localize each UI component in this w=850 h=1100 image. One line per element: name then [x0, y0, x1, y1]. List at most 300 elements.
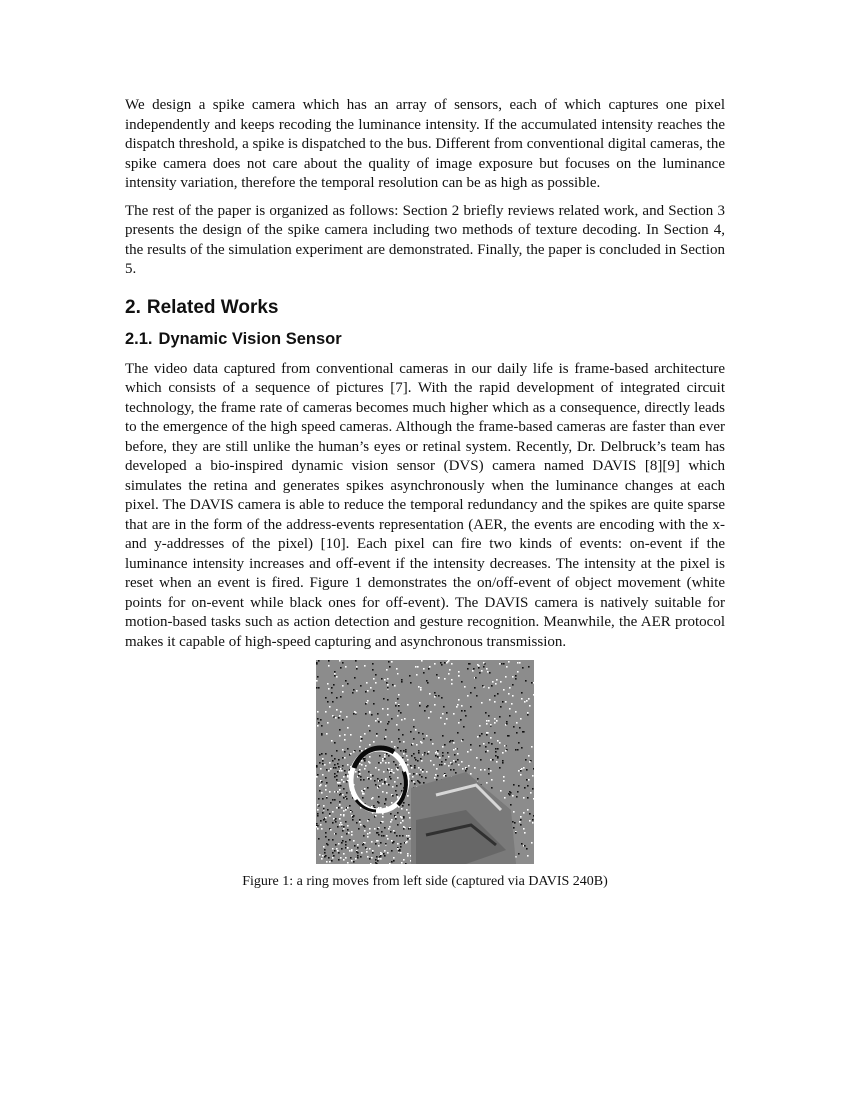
event-dot [342, 840, 344, 842]
event-dot [446, 662, 448, 664]
event-dot [376, 735, 378, 737]
event-dot [402, 835, 404, 837]
event-dot [413, 726, 415, 728]
event-dot [387, 723, 389, 725]
event-dot [397, 777, 399, 779]
event-dot [327, 701, 329, 703]
event-dot [384, 781, 386, 783]
event-dot [499, 663, 501, 665]
event-dot [395, 816, 397, 818]
event-dot [340, 711, 342, 713]
event-dot [519, 727, 521, 729]
event-dot [329, 813, 331, 815]
event-dot [351, 831, 353, 833]
event-dot [347, 825, 349, 827]
event-dot [422, 769, 424, 771]
event-dot [324, 856, 326, 858]
event-dot [426, 680, 428, 682]
event-dot [526, 848, 528, 850]
body-paragraph: The video data captured from conventional cameras in our daily life is frame-based architecture which consists of a sequence of pictures [7]. With the rapid development of integrated circuit technology, the frame rate of cameras becomes much higher which as a consequence, directly leads to the emergence of the high speed cameras. Although the frame-based cameras are faster than ever before, they are still unlike the human’s eyes or retinal system. Recently, Dr. Delbruck’s team has developed a bio-inspired dynamic vision sensor (DVS) camera named DAVIS [8][9] which simulates the retina and generates spikes asynchronously when the luminance changes at each pixel. The DAVIS camera is able to reduce the temporal redundancy and the spikes are quite sparse that are in the form of the address-events representation (AER, the events are encoding with the x- and y-addresses of the pixel) [10]. Each pixel can fire two kinds of events: on-event if the luminance intensity increases and off-event if the intensity decreases. The intensity at the pixel is reset when an event is fired. Figure 1 demonstrates the on/off-event of object movement (white points for on-event while black ones for off-event). The DAVIS camera is natively suitable for motion-based tasks such as action detection and gesture recognition. Meanwhile, the AER protocol makes it capable of high-speed capturing and asynchronous transmission. [125, 360, 725, 650]
event-dot [513, 726, 515, 728]
event-dot [409, 838, 411, 840]
event-dot [334, 675, 336, 677]
event-dot [491, 685, 493, 687]
event-dot [421, 776, 423, 778]
event-dot [473, 668, 475, 670]
event-dot [361, 852, 363, 854]
event-dot [381, 779, 383, 781]
event-dot [529, 813, 531, 815]
event-dot [533, 694, 534, 696]
event-dot [389, 863, 391, 864]
event-dot [329, 762, 331, 764]
event-dot [379, 785, 381, 787]
event-dot [446, 718, 448, 720]
event-dot [432, 743, 434, 745]
event-dot [316, 765, 318, 767]
event-dot [406, 755, 408, 757]
event-dot [335, 767, 337, 769]
event-dot [433, 764, 435, 766]
event-dot [352, 816, 354, 818]
event-dot [353, 840, 355, 842]
event-dot [361, 738, 363, 740]
event-dot [380, 721, 382, 723]
event-dot [513, 784, 515, 786]
event-dot [437, 775, 439, 777]
event-dot [352, 819, 354, 821]
event-dot [342, 691, 344, 693]
event-dot [338, 843, 340, 845]
event-dot [369, 730, 371, 732]
intro-paragraph-1: We design a spike camera which has an array of sensors, each of which captures one pixel independently and keeps recoding the luminance intensity. If the accumulated intensity reaches the dispatch threshold, a spike is dispatched to the bus. Different from conventional digital cameras, the spike camera does not care about the quality of image exposure but focuses on the luminance intensity variation, therefore the temporal resolution can be as high as possible. [125, 97, 725, 191]
event-dot [391, 661, 393, 663]
event-dot [469, 663, 471, 665]
event-dot [526, 769, 528, 771]
event-dot [475, 677, 477, 679]
event-dot [345, 857, 347, 859]
event-dot [447, 752, 449, 754]
event-dot [339, 804, 341, 806]
event-dot [509, 715, 511, 717]
event-dot [343, 828, 345, 830]
event-dot [388, 784, 390, 786]
event-dot [391, 850, 393, 852]
event-dot [486, 734, 488, 736]
event-dot [340, 696, 342, 698]
event-dot [410, 682, 412, 684]
event-dot [474, 687, 476, 689]
event-dot [377, 718, 379, 720]
event-dot [344, 739, 346, 741]
event-dot [480, 769, 482, 771]
event-dot [316, 663, 318, 665]
event-dot [358, 771, 360, 773]
event-dot [533, 768, 534, 770]
event-dot [356, 822, 358, 824]
event-dot [354, 677, 356, 679]
event-dot [494, 718, 496, 720]
event-dot [391, 741, 393, 743]
event-dot [388, 755, 390, 757]
event-dot [476, 757, 478, 759]
event-dot [342, 719, 344, 721]
event-dot [329, 815, 331, 817]
event-dot [360, 740, 362, 742]
event-dot [350, 734, 352, 736]
event-dot [443, 775, 445, 777]
event-dot [335, 821, 337, 823]
event-dot [457, 704, 459, 706]
event-dot [367, 700, 369, 702]
event-dot [489, 672, 491, 674]
event-dot [436, 768, 438, 770]
event-dot [440, 717, 442, 719]
event-dot [343, 781, 345, 783]
event-dot [320, 719, 322, 721]
event-dot [393, 772, 395, 774]
event-dot [396, 785, 398, 787]
event-dot [453, 749, 455, 751]
event-dot [479, 672, 481, 674]
event-dot [377, 840, 379, 842]
event-dot [486, 668, 488, 670]
event-dot [390, 831, 392, 833]
event-dot [379, 856, 381, 858]
event-dot [438, 695, 440, 697]
event-dot [503, 776, 505, 778]
event-dot [457, 732, 459, 734]
event-dot [348, 832, 350, 834]
event-dot [448, 660, 450, 662]
event-dot [347, 847, 349, 849]
event-dot [413, 773, 415, 775]
event-dot [414, 783, 416, 785]
event-dot [382, 758, 384, 760]
event-dot [331, 755, 333, 757]
event-dot [373, 703, 375, 705]
event-dot [349, 839, 351, 841]
subsection-title: Dynamic Vision Sensor [158, 329, 342, 348]
event-dot [403, 859, 405, 861]
event-dot [382, 783, 384, 785]
event-dot [324, 852, 326, 854]
event-dot [353, 689, 355, 691]
event-dot [372, 852, 374, 854]
event-dot [389, 826, 391, 828]
event-dot [389, 776, 391, 778]
event-dot [323, 846, 325, 848]
event-dot [403, 753, 405, 755]
event-dot [415, 666, 417, 668]
event-dot [420, 769, 422, 771]
event-dot [337, 763, 339, 765]
event-dot [383, 698, 385, 700]
event-dot [499, 742, 501, 744]
event-dot [334, 742, 336, 744]
event-dot [389, 666, 391, 668]
event-dot [393, 860, 395, 862]
event-dot [488, 720, 490, 722]
event-dot [359, 763, 361, 765]
event-dot [413, 753, 415, 755]
event-dot [342, 794, 344, 796]
event-dot [378, 858, 380, 860]
event-dot [372, 775, 374, 777]
event-dot [382, 791, 384, 793]
event-dot [463, 726, 465, 728]
event-dot [430, 760, 432, 762]
event-dot [347, 764, 349, 766]
event-dot [325, 777, 327, 779]
event-dot [346, 716, 348, 718]
event-dot [470, 744, 472, 746]
event-dot [481, 670, 483, 672]
event-dot [450, 762, 452, 764]
event-dot [450, 769, 452, 771]
event-dot [337, 771, 339, 773]
event-dot [518, 785, 520, 787]
event-dot [345, 774, 347, 776]
event-dot [363, 835, 365, 837]
event-dot [360, 856, 362, 858]
event-dot [375, 815, 377, 817]
event-dot [327, 809, 329, 811]
event-dot [509, 708, 511, 710]
event-dot [520, 774, 522, 776]
event-dot [357, 855, 359, 857]
event-dot [413, 719, 415, 721]
event-dot [340, 857, 342, 859]
event-dot [373, 805, 375, 807]
event-dot [325, 753, 327, 755]
event-dot [332, 822, 334, 824]
event-dot [505, 701, 507, 703]
event-dot [321, 753, 323, 755]
event-dot [448, 765, 450, 767]
event-dot [417, 666, 419, 668]
event-dot [522, 667, 524, 669]
event-dot [384, 679, 386, 681]
event-dot [354, 845, 356, 847]
event-dot [334, 850, 336, 852]
event-dot [462, 768, 464, 770]
event-dot [375, 843, 377, 845]
event-dot [461, 761, 463, 763]
event-dot [334, 671, 336, 673]
event-dot [528, 755, 530, 757]
event-dot [374, 828, 376, 830]
event-dot [363, 825, 365, 827]
event-dot [330, 802, 332, 804]
event-dot [423, 668, 425, 670]
event-dot [377, 828, 379, 830]
event-dot [344, 734, 346, 736]
event-dot [395, 818, 397, 820]
event-dot [458, 699, 460, 701]
event-dot [319, 854, 321, 856]
event-dot [403, 802, 405, 804]
event-dot [380, 762, 382, 764]
event-dot [470, 692, 472, 694]
event-dot [363, 758, 365, 760]
event-dot [518, 742, 520, 744]
subsection-number: 2.1. [125, 329, 153, 348]
event-dot [480, 759, 482, 761]
event-dot [402, 805, 404, 807]
event-dot [371, 857, 373, 859]
event-dot [345, 841, 347, 843]
event-dot [359, 821, 361, 823]
event-dot [400, 846, 402, 848]
event-dot [496, 679, 498, 681]
event-dot [321, 725, 323, 727]
event-dot [356, 666, 358, 668]
event-dot [386, 682, 388, 684]
event-dot [485, 712, 487, 714]
event-dot [495, 683, 497, 685]
event-dot [345, 666, 347, 668]
event-dot [525, 759, 527, 761]
event-dot [506, 666, 508, 668]
event-dot [505, 750, 507, 752]
event-dot [527, 809, 529, 811]
event-dot [327, 722, 329, 724]
event-dot [398, 694, 400, 696]
event-dot [341, 807, 343, 809]
event-dot [467, 695, 469, 697]
event-dot [405, 749, 407, 751]
event-dot [453, 760, 455, 762]
event-dot [351, 860, 353, 862]
event-dot [451, 663, 453, 665]
event-dot [464, 710, 466, 712]
dvs-event-image [316, 660, 534, 864]
figure-caption: Figure 1: a ring moves from left side (captured via DAVIS 240B) [242, 874, 608, 889]
event-dot [416, 773, 418, 775]
event-dot [519, 662, 521, 664]
event-dot [332, 701, 334, 703]
event-dot [422, 754, 424, 756]
event-dot [388, 828, 390, 830]
event-dot [494, 722, 496, 724]
event-dot [458, 675, 460, 677]
event-dot [322, 760, 324, 762]
event-dot [337, 791, 339, 793]
event-dot [387, 838, 389, 840]
event-dot [352, 692, 354, 694]
event-dot [368, 725, 370, 727]
event-dot [490, 724, 492, 726]
event-dot [359, 746, 361, 748]
event-dot [408, 812, 410, 814]
event-dot [490, 737, 492, 739]
event-dot [494, 695, 496, 697]
event-dot [387, 699, 389, 701]
event-dot [514, 822, 516, 824]
event-dot [378, 769, 380, 771]
event-dot [397, 797, 399, 799]
event-dot [384, 756, 386, 758]
event-dot [362, 797, 364, 799]
event-dot [398, 710, 400, 712]
event-dot [407, 838, 409, 840]
event-dot [486, 720, 488, 722]
event-dot [336, 807, 338, 809]
event-dot [516, 796, 518, 798]
event-dot [322, 774, 324, 776]
event-dot [503, 689, 505, 691]
event-dot [400, 750, 402, 752]
event-dot [529, 820, 531, 822]
event-dot [377, 778, 379, 780]
event-dot [521, 768, 523, 770]
event-dot [317, 804, 319, 806]
event-dot [485, 751, 487, 753]
event-dot [413, 738, 415, 740]
event-dot [358, 775, 360, 777]
event-dot [533, 682, 534, 684]
event-dot [317, 676, 319, 678]
event-dot [387, 708, 389, 710]
event-dot [448, 756, 450, 758]
event-dot [453, 769, 455, 771]
event-dot [346, 792, 348, 794]
event-dot [370, 778, 372, 780]
event-dot [325, 817, 327, 819]
event-dot [332, 839, 334, 841]
event-dot [342, 830, 344, 832]
event-dot [330, 768, 332, 770]
event-dot [445, 759, 447, 761]
event-dot [384, 754, 386, 756]
event-dot [322, 758, 324, 760]
event-dot [323, 805, 325, 807]
event-dot [385, 843, 387, 845]
event-dot [533, 798, 534, 800]
event-dot [345, 796, 347, 798]
event-dot [427, 753, 429, 755]
event-dot [318, 687, 320, 689]
event-dot [338, 782, 340, 784]
event-dot [318, 838, 320, 840]
event-dot [331, 692, 333, 694]
event-dot [344, 751, 346, 753]
event-dot [339, 735, 341, 737]
event-dot [402, 734, 404, 736]
event-dot [317, 815, 319, 817]
event-dot [353, 751, 355, 753]
event-dot [380, 822, 382, 824]
event-dot [408, 804, 410, 806]
event-dot [507, 735, 509, 737]
event-dot [367, 833, 369, 835]
event-dot [358, 828, 360, 830]
event-dot [421, 660, 423, 662]
event-dot [481, 702, 483, 704]
event-dot [364, 768, 366, 770]
event-dot [500, 790, 502, 792]
event-dot [479, 735, 481, 737]
event-dot [518, 770, 520, 772]
event-dot [387, 678, 389, 680]
event-dot [409, 817, 411, 819]
event-dot [321, 828, 323, 830]
event-dot [359, 773, 361, 775]
event-dot [442, 752, 444, 754]
event-dot [516, 732, 518, 734]
event-dot [316, 823, 318, 825]
